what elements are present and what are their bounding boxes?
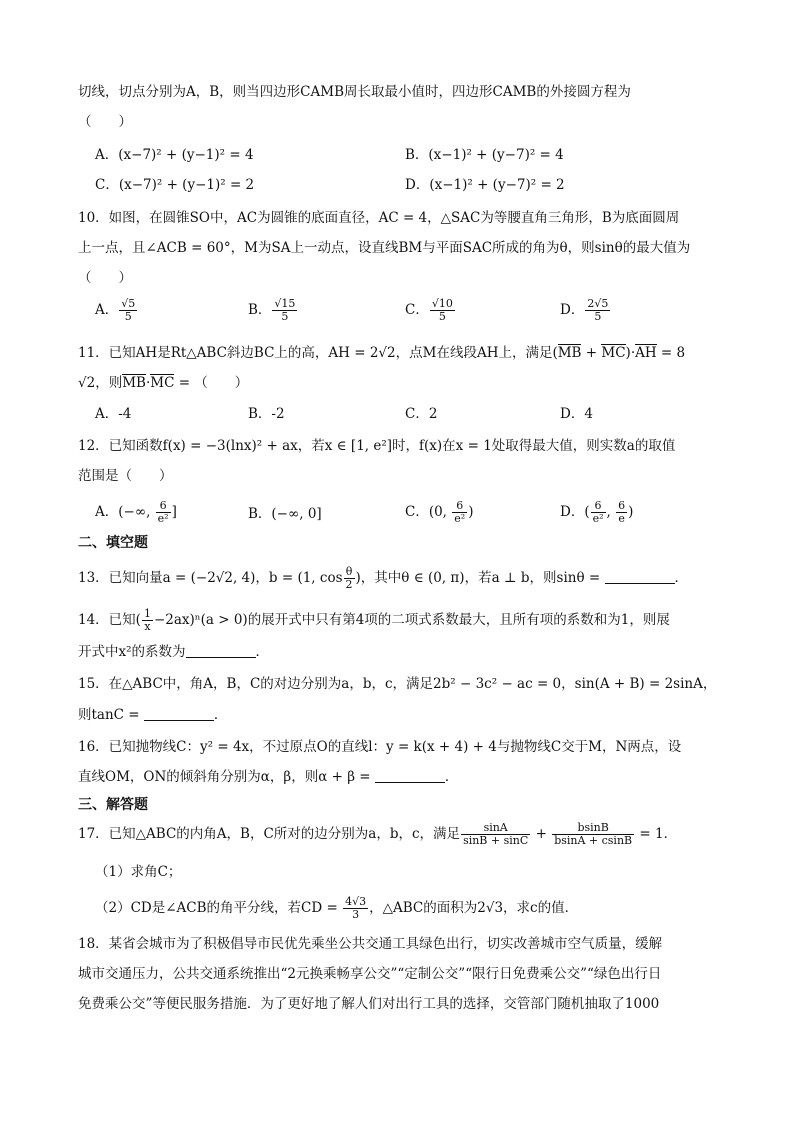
q17-fraction2	[552, 822, 634, 847]
q11-vector-ah: AH	[635, 345, 657, 361]
q17-part1: （1）求角C；	[95, 864, 182, 880]
q11-option-b: B．-2	[248, 406, 285, 422]
q13-post: )，其中θ ∈ (0, π)，若a ⊥ b，则sinθ =	[355, 570, 605, 586]
q11-vector-mc2: MC	[150, 375, 175, 391]
q10-option-b-fraction	[272, 298, 297, 323]
q18-line1: 18．某省会城市为了积极倡导市民优先乘坐公共交通工具绿色出行，切实改善城市空气质量，缓解	[78, 936, 663, 952]
q10-option-a	[95, 298, 138, 323]
q12-option-d-mid: ,	[606, 504, 616, 520]
q13-end: ．	[674, 570, 688, 586]
q14-line2-text: 开式中x²的系数为	[78, 644, 186, 660]
q17-part2-fraction	[343, 896, 368, 921]
q10-option-d-den: 5	[594, 310, 602, 323]
q11-dot: )·	[625, 345, 636, 361]
q12-option-d	[560, 500, 633, 525]
q15-answer-blank[interactable]	[144, 706, 214, 721]
q18-line2: 城市交通压力，公共交通系统推出“2元换乘畅享公交”“定制公交”“限行日免费乘公交”“绿色出行日	[78, 966, 662, 982]
q12-option-d-den1: e²	[592, 512, 604, 525]
q10-option-b-num: √15	[274, 297, 296, 310]
q12-option-d-post: )	[628, 504, 634, 520]
q12-option-a-pre: A．(−∞,	[95, 504, 155, 520]
q12-option-d-pre: D．(	[560, 504, 590, 520]
q11-line2	[78, 373, 248, 393]
q15-line1: 15．在△ABC中，角A，B，C的对边分别为a，b，c，满足2b² − 3c² − ac = 0，sin(A + B) = 2sinA，	[78, 676, 717, 692]
q17-fraction1	[461, 822, 530, 847]
q13-pre: 13．已知向量a = (−2√2, 4)，b = (1, cos	[78, 570, 343, 586]
q10-line2: 上一点，且∠ACB = 60°，M为SA上一动点，设直线BM与平面SAC所成的角为θ，则sinθ的最大值为	[78, 240, 691, 256]
q11-text-a: 11．已知AH是Rt△ABC斜边BC上的高，AH = 2√2，点M在线段AH上，满足(	[78, 345, 558, 361]
q17-part2-post: ，△ABC的面积为2√3，求c的值．	[369, 900, 579, 916]
q15-line2	[78, 705, 227, 725]
q11-plus: +	[581, 345, 602, 361]
q10-option-b-label: B．	[248, 302, 272, 318]
q10-option-c-label: C．	[405, 302, 429, 318]
q17-part2-num: 4√3	[345, 895, 367, 908]
q17-num1: sinA	[461, 822, 530, 835]
q12-line2: 范围是（ ）	[78, 468, 173, 484]
q13-fraction	[344, 566, 355, 591]
q9-option-b: B．(x−1)² + (y−7)² = 4	[405, 147, 564, 163]
q11-eq8: = 8	[656, 345, 686, 361]
q10-option-c-den: 5	[438, 310, 446, 323]
section-fill-in-heading: 二、填空题	[78, 535, 148, 551]
q17-pre: 17．已知△ABC的内角A，B，C所对的边分别为a，b，c，满足	[78, 826, 461, 842]
q17-line1	[78, 822, 677, 847]
q12-option-c-den: e²	[454, 512, 466, 525]
q14-fraction	[142, 608, 153, 633]
q10-option-a-den: 5	[124, 310, 132, 323]
q12-option-a	[95, 500, 177, 525]
q13-num: θ	[344, 566, 355, 579]
q17-part2-den: 3	[352, 908, 360, 921]
q16-line2	[78, 767, 458, 787]
q14-den: x	[144, 620, 151, 633]
q17-den1: sinB + sinC	[463, 834, 529, 847]
q11-option-a: A．-4	[95, 406, 132, 422]
q10-line1: 10．如图，在圆锥SO中，AC为圆锥的底面直径，AC = 4，△SAC为等腰直角三角形，B为底面圆周	[78, 210, 680, 226]
q10-option-d-label: D．	[560, 302, 585, 318]
q15-end: ．	[213, 707, 228, 723]
q11-vector-mb: MB	[557, 345, 582, 361]
q9-option-d: D．(x−1)² + (y−7)² = 2	[405, 177, 565, 193]
q13-answer-blank[interactable]	[605, 569, 675, 584]
q10-option-a-num: √5	[121, 297, 136, 310]
q12-option-c-num: 6	[452, 500, 467, 513]
q12-option-c-fraction	[452, 500, 467, 525]
q12-option-b: B．(−∞, 0]	[248, 506, 322, 522]
q12-option-a-fraction	[156, 500, 171, 525]
q14-line1	[78, 608, 670, 633]
q14-pre: 14．已知(	[78, 612, 141, 628]
q11-line2-post: = （ ）	[174, 375, 249, 391]
q12-option-d-fraction2	[616, 500, 627, 525]
q16-end: ．	[444, 769, 459, 785]
q10-option-d-fraction	[585, 298, 610, 323]
q9-option-a: A．(x−7)² + (y−1)² = 4	[95, 147, 254, 163]
q15-line2-text: 则tanC =	[78, 707, 144, 723]
q12-line1: 12．已知函数f(x) = −3(lnx)² + ax，若x ∈ [1, e²]时，f(x)在x = 1处取得最大值，则实数a的取值	[78, 438, 676, 454]
q9-paren: （ ）	[78, 114, 132, 130]
q17-plus: +	[531, 826, 552, 842]
q14-end: ．	[255, 644, 270, 660]
q16-line1: 16．已知抛物线C：y² = 4x，不过原点O的直线l：y = k(x + 4) + 4与抛物线C交于M，N两点，设	[78, 739, 682, 755]
q13-den: 2	[345, 578, 353, 591]
q16-line2-text: 直线OM，ON的倾斜角分别为α，β，则α + β =	[78, 769, 375, 785]
q12-option-a-post: ]	[171, 504, 177, 520]
q17-part2	[95, 896, 578, 921]
q17-den2: bsinA + csinB	[554, 834, 633, 847]
q17-num2: bsinB	[552, 822, 634, 835]
q12-option-d-num1: 6	[591, 500, 606, 513]
q11-option-c: C．2	[405, 406, 438, 422]
q10-option-c-num: √10	[431, 297, 453, 310]
q10-option-d	[560, 298, 611, 323]
q11-dot2: ·	[145, 375, 151, 391]
q14-num: 1	[143, 607, 151, 620]
q11-line2-pre: √2，则	[78, 375, 123, 391]
q10-option-c-fraction	[430, 298, 455, 323]
q17-part2-pre: （2）CD是∠ACB的角平分线，若CD =	[95, 900, 343, 916]
q14-line2	[78, 642, 269, 662]
q17-post: = 1．	[635, 826, 678, 842]
section-solution-heading: 三、解答题	[78, 797, 148, 813]
q16-answer-blank[interactable]	[375, 768, 445, 783]
q10-option-c	[405, 298, 456, 323]
q11-vector-mb2: MB	[122, 375, 146, 391]
q9-option-c: C．(x−7)² + (y−1)² = 2	[95, 177, 255, 193]
q10-paren: （ ）	[78, 270, 132, 286]
q12-option-d-den2: e	[618, 512, 625, 525]
q10-option-d-num: 2√5	[587, 297, 609, 310]
q11-option-d: D．4	[560, 406, 593, 422]
q12-option-a-num: 6	[156, 500, 171, 513]
q11-line1	[78, 343, 685, 363]
q10-option-a-label: A．	[95, 302, 119, 318]
q14-post: −2ax)ⁿ(a > 0)的展开式中只有第4项的二项式系数最大，且所有项的系数和为1，则展	[153, 612, 670, 628]
q13-line	[78, 566, 688, 591]
q10-option-a-fraction	[119, 298, 137, 323]
q12-option-c	[405, 500, 473, 525]
q12-option-c-pre: C．(0,	[405, 504, 452, 520]
q12-option-c-post: )	[468, 504, 474, 520]
q10-option-b-den: 5	[281, 310, 289, 323]
q12-option-d-num2: 6	[618, 499, 626, 512]
q14-answer-blank[interactable]	[186, 643, 256, 658]
q10-option-b	[248, 298, 298, 323]
q12-option-a-den: e²	[157, 512, 169, 525]
q11-vector-mc: MC	[601, 345, 626, 361]
q9-line1: 切线，切点分别为A，B，则当四边形CAMB周长取最小值时，四边形CAMB的外接圆方程为	[78, 84, 631, 100]
q18-line3: 免费乘公交”等便民服务措施．为了更好地了解人们对出行工具的选择，交管部门随机抽取了1000	[78, 996, 660, 1012]
q12-option-d-fraction1	[591, 500, 606, 525]
